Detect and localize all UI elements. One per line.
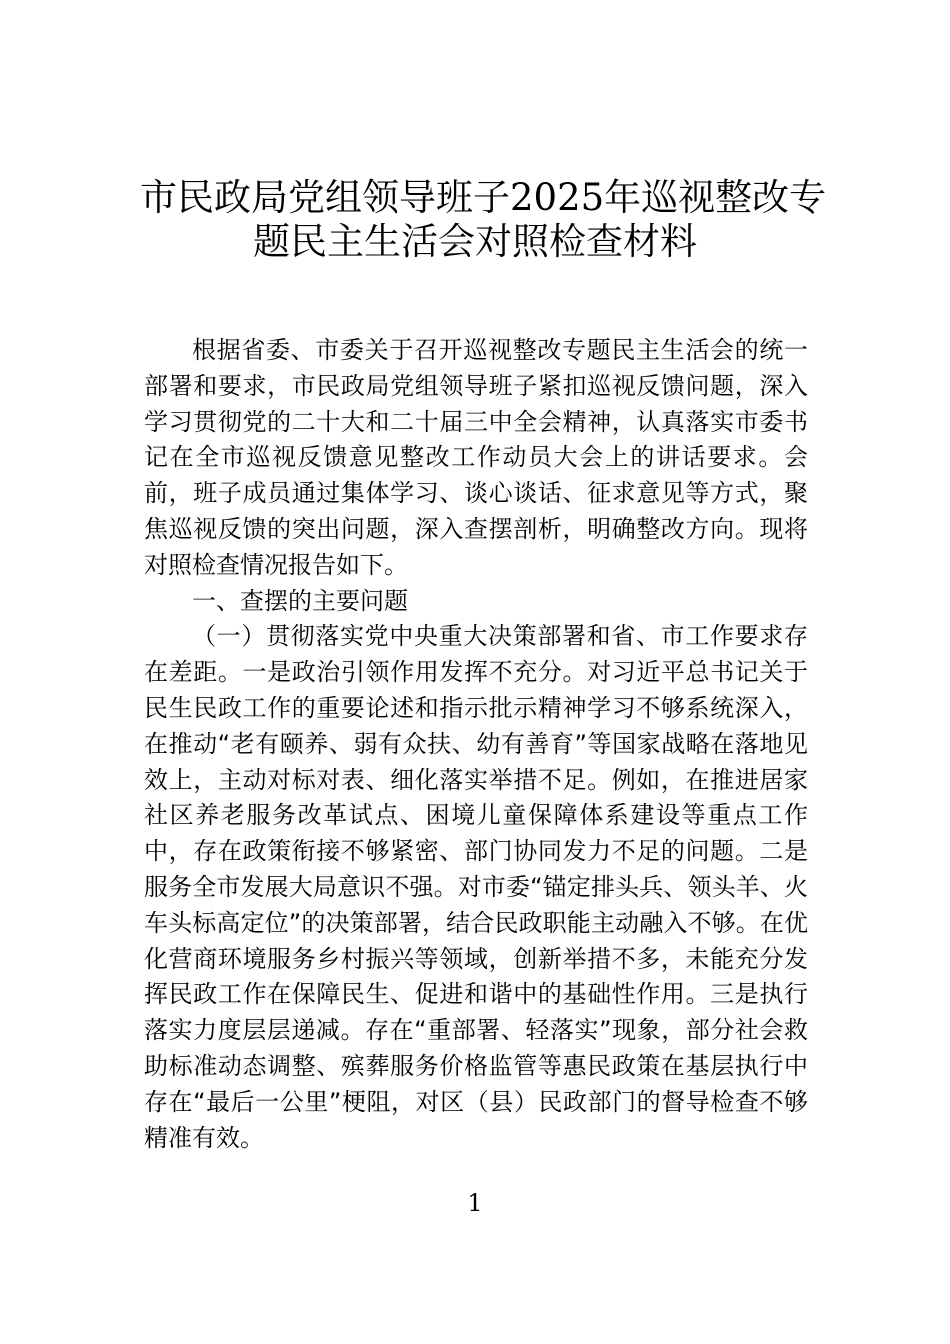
section-heading: 一、查摆的主要问题 — [192, 586, 408, 615]
page-number: 1 — [467, 1189, 483, 1217]
issue-paragraph: （一）贯彻落实党中央重大决策部署和省、市工作要求存在差距。一是政治引领作用发挥不充分。对习近平总书记关于民生民政工作的重要论述和指示批示精神学习不够系统深入，在推动“老有颐养、弱有众扶、幼有善育”等国家战略在落地见效上，主动对标对表、细化落实举措不足。例如，在推进居家社区养老服务改革试点、困境儿童保障体系建设等重点工作中，存在政策衔接不够紧密、部门协同发力不足的问题。二是服务全市发展大局意识不强。对市委“锚定排头兵、领头羊、火车头标高定位”的决策部署，结合民政职能主动融入不够。在优化营商环境服务乡村振兴等领域，创新举措不多，未能充分发挥民政工作在保障民生、促进和谐中的基础性作用。三是执行落实力度层层递减。存在“重部署、轻落实”现象，部分社会救助标准动态调整、殡葬服务价格监管等惠民政策在基层执行中存在“最后一公里”梗阻，对区（县）民政部门的督导检查不够精准有效。 — [144, 622, 808, 1152]
intro-paragraph: 根据省委、市委关于召开巡视整改专题民主生活会的统一部署和要求，市民政局党组领导班子紧扣巡视反馈问题，深入学习贯彻党的二十大和二十届三中全会精神，认真落实市委书记在全市巡视反馈意见整改工作动员大会上的讲话要求。会前，班子成员通过集体学习、谈心谈话、征求意见等方式，聚焦巡视反馈的突出问题，深入查摆剖析，明确整改方向。现将对照检查情况报告如下。 — [144, 336, 808, 579]
document-title-line-1: 市民政局党组领导班子2025年巡视整改专 — [140, 176, 827, 219]
document-body — [144, 333, 808, 1156]
document-title-line-2: 题民主生活会对照检查材料 — [253, 220, 697, 263]
